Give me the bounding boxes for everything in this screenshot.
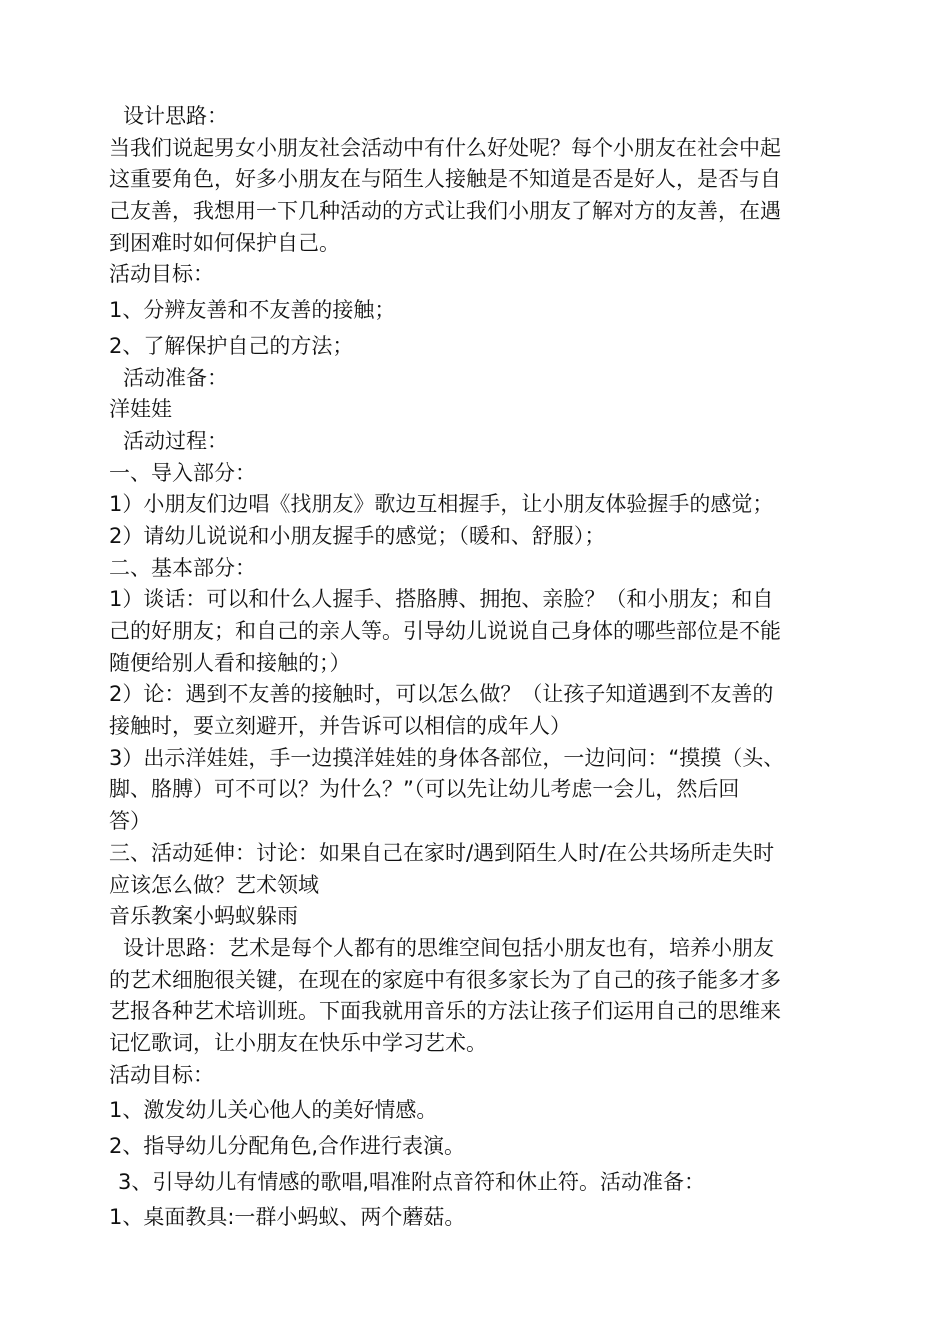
section-heading: 三、活动延伸：讨论：如果自己在家时/遇到陌生人时/在公共场所走失时 xyxy=(109,840,775,865)
paragraph-line: 艺报各种艺术培训班。下面我就用音乐的方法让孩子们运用自己的思维来 xyxy=(109,999,781,1024)
paragraph-line: 记忆歌词，让小朋友在快乐中学习艺术。 xyxy=(109,1030,487,1055)
paragraph-line: 到困难时如何保护自己。 xyxy=(109,230,340,255)
paragraph-line: 设计思路：艺术是每个人都有的思维空间包括小朋友也有，培养小朋友 xyxy=(123,935,774,960)
list-item: 1、激发幼儿关心他人的美好情感。 xyxy=(109,1098,438,1123)
paragraph-line: 答） xyxy=(109,809,151,834)
list-item: 1）谈话：可以和什么人握手、搭胳膊、拥抱、亲脸？（和小朋友；和自 xyxy=(109,587,774,612)
list-item: 2、了解保护自己的方法； xyxy=(109,333,354,358)
paragraph-line: 的艺术细胞很关键，在现在的家庭中有很多家长为了自己的孩子能多才多 xyxy=(109,967,781,992)
document-body xyxy=(109,101,869,1234)
list-item: 3）出示洋娃娃，手一边摸洋娃娃的身体各部位，一边问问：“摸摸（头、 xyxy=(109,745,785,770)
heading-activity-goals: 活动目标： xyxy=(109,1062,214,1087)
paragraph-line: 己的好朋友；和自己的亲人等。引导幼儿说说自己身体的哪些部位是不能 xyxy=(109,619,781,643)
paragraph-line: 脚、胳膊）可不可以？为什么？”（可以先让幼儿考虑一会儿，然后回 xyxy=(109,777,740,802)
paragraph-line: 这重要角色，好多小朋友在与陌生人接触是不知道是否是好人，是否与自 xyxy=(109,167,781,192)
heading-activity-goals: 活动目标： xyxy=(109,262,214,287)
list-item: 1、分辨友善和不友善的接触； xyxy=(109,298,396,323)
section-heading: 二、基本部分： xyxy=(109,555,256,580)
list-item: 1）小朋友们边唱《找朋友》歌边互相握手，让小朋友体验握手的感觉； xyxy=(109,492,774,517)
paragraph-line: 己友善，我想用一下几种活动的方式让我们小朋友了解对方的友善，在遇 xyxy=(109,199,781,224)
heading-activity-process: 活动过程： xyxy=(123,428,228,453)
list-item: 2、指导幼儿分配角色,合作进行表演。 xyxy=(109,1134,466,1158)
list-item: 3、引导幼儿有情感的歌唱,唱准附点音符和休止符。活动准备： xyxy=(118,1169,706,1194)
section-heading: 一、导入部分： xyxy=(109,460,256,485)
paragraph-line: 应该怎么做？艺术领域 xyxy=(109,872,319,897)
lesson-title: 音乐教案小蚂蚁躲雨 xyxy=(109,904,298,929)
heading-activity-prep: 活动准备： xyxy=(123,365,228,390)
list-item: 1、桌面教具:一群小蚂蚁、两个蘑菇。 xyxy=(109,1205,466,1230)
heading-design-idea: 设计思路： xyxy=(123,104,228,128)
paragraph-line: 洋娃娃 xyxy=(109,397,172,422)
list-item: 2）论：遇到不友善的接触时，可以怎么做？（让孩子知道遇到不友善的 xyxy=(109,682,774,707)
paragraph-line: 接触时，要立刻避开，并告诉可以相信的成年人） xyxy=(109,714,571,739)
list-item: 2）请幼儿说说和小朋友握手的感觉；（暖和、舒服）； xyxy=(109,523,606,548)
paragraph-line: 当我们说起男女小朋友社会活动中有什么好处呢？每个小朋友在社会中起 xyxy=(109,135,781,160)
paragraph-line: 随便给别人看和接触的；） xyxy=(109,650,351,675)
